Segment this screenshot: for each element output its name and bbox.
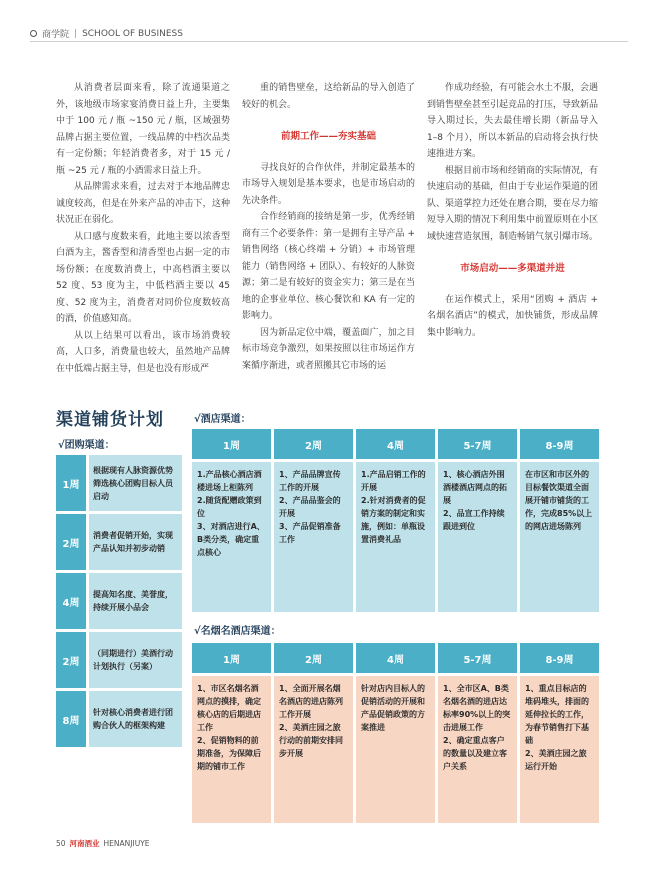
week-header: 2周 — [274, 429, 353, 459]
paragraph: 根据目前市场和经销商的实际情况，有快速启动的基础，但由于专业运作渠道的团队、渠道掌控力还处在磨合期，要在尽力缩短导入期的情况下利用集中前置原则在小区域快速营造氛围，制造畅销气氛引爆市场。 — [427, 165, 599, 242]
week-header: 4周 — [356, 643, 435, 673]
table-row — [56, 632, 182, 688]
hotel-channel-title: √酒店渠道： — [194, 414, 251, 425]
magazine-name-en: HENANJIUYE — [103, 839, 150, 848]
week-header: 1周 — [192, 429, 271, 459]
article-column-3 — [427, 80, 598, 341]
table-row — [192, 676, 599, 823]
row-description: 针对核心消费者进行团购合伙人的框架构建 — [89, 691, 182, 747]
paragraph: 从以上结果可以看出，该市场消费较高，人口多，消费量也较大，虽然地产品牌在中低端占据主导，但是也没有形成严 — [56, 330, 230, 374]
table-header-row — [192, 643, 599, 673]
group-channel-title: √团购渠道： — [58, 440, 115, 451]
plan-title: 渠道铺货计划 — [56, 410, 164, 430]
table-cell: 1.产品核心酒店酒楼进场上柜陈列 2.随货配赠政策到位 3、对酒店进行A、B类分类，确定重点核心 — [192, 462, 271, 612]
paragraph: 重的销售壁垒，这给新品的导入创造了较好的机会。 — [242, 83, 415, 110]
table-cell: 1、市区名烟名酒网点的摸排，确定核心店的后期进店工作 2、促销物料的前期准备，为保障后期的铺市工作 — [192, 676, 271, 823]
section-heading: 前期工作——夯实基础 — [280, 131, 376, 142]
paragraph: 作成功经验，有可能会水土不服，会遇到销售壁垒甚至引起竞品的打压，导致新品导入期过长，失去最佳增长期（新品导入 1–8 个月），所以本新品的启动将会执行快速推进方案。 — [427, 83, 599, 159]
article-column-2 — [242, 80, 415, 374]
week-header: 1周 — [192, 643, 271, 673]
table-header-row — [192, 429, 599, 459]
table-cell: 1、全市区A、B类名烟名酒的进店达标率90%以上的突击进展工作 2、确定重点客户的数量以及建立客户关系 — [438, 676, 517, 823]
table-cell: 1、重点目标店的堆码堆头，排面的延伸拉长的工作，为春节销售打下基础 2、美酒庄园之旅运行开始 — [520, 676, 599, 823]
table-cell: 针对店内目标人的促销活动的开展和产品促销政策的方案推进 — [356, 676, 435, 823]
table-cell: 1.产品启销工作的开展 2.针对消费者的促销方案的制定和实施，例如：单瓶设置消费礼品 — [356, 462, 435, 612]
paragraph: 在运作模式上，采用“团购 + 酒店 + 名烟名酒店”的模式，加快铺货，形成品牌集中影响力。 — [427, 294, 598, 338]
table-cell: 在市区和市区外的目标餐饮渠道全面展开铺市铺货的工作，完成85%以上的网店进场陈列 — [520, 462, 599, 612]
paragraph: 从品牌需求来看，过去对于本地品牌忠诚度较高，但是在外来产品的冲击下，这种状况正在弱化。 — [56, 182, 230, 225]
circle-icon — [30, 30, 37, 37]
table-row — [192, 462, 599, 612]
row-description: （同期进行）美酒行动计划执行（另案） — [89, 632, 182, 688]
row-description: 根据现有人脉资源优势筛选核心团购目标人员启动 — [89, 455, 182, 511]
article-column-1 — [56, 80, 230, 377]
famous-channel-title: √名烟名酒店渠道： — [194, 626, 281, 637]
week-header: 5-7周 — [438, 643, 517, 673]
week-label: 2周 — [56, 514, 86, 570]
week-label: 4周 — [56, 573, 86, 629]
week-label: 2周 — [56, 632, 86, 688]
paragraph: 从口感与度数来看，此地主要以浓香型白酒为主，酱香型和清香型也占据一定的市场份额；在度数消费上，中高档酒主要以 52 度、53 度为主，中低档酒主要以 45 度、52 度为主，消费者对同价位度数较高的酒，价值感知高。 — [56, 231, 230, 324]
week-header: 2周 — [274, 643, 353, 673]
famous-channel-table — [192, 643, 599, 823]
table-cell: 1、全面开展名烟名酒店的进店陈列工作开展 2、美酒庄园之旅行动的前期安排同步开展 — [274, 676, 353, 823]
week-header: 4周 — [356, 429, 435, 459]
table-row — [56, 573, 182, 629]
week-label: 8周 — [56, 691, 86, 747]
hotel-channel-table — [192, 429, 599, 612]
page-footer — [56, 838, 150, 849]
magazine-name: 河南酒业 — [69, 839, 100, 848]
section-name-en: SCHOOL OF BUSINESS — [82, 28, 183, 39]
paragraph: 寻找良好的合作伙伴，并制定最基本的市场导入规划是基本要求，也是市场启动的先决条件。 — [242, 162, 415, 206]
section-heading: 市场启动——多渠道并进 — [460, 263, 565, 274]
group-channel-table — [56, 455, 182, 750]
table-row — [56, 455, 182, 511]
header-separator: | — [74, 28, 78, 39]
paragraph: 因为新品定位中端，覆盖面广，加之目标市场竞争激烈，如果按照以往市场运作方案循序渐进，或者照搬其它市场的运 — [242, 327, 415, 371]
table-cell: 1、产品品牌宣传工作的开展 2、产品品鉴会的开展 3、产品促销准备工作 — [274, 462, 353, 612]
row-description: 提高知名度、美誉度，持续开展小品会 — [89, 573, 182, 629]
paragraph: 合作经销商的接纳是第一步，优秀经销商有三个必要条件：第一是拥有主导产品 + 销售网络（核心终端 + 分销）+ 市场管理能力（销售网络 + 团队）、有较好的人脉资源；第二是有较好的资金实力；第三是在当地的企事业单位、核心餐饮和 KA 有一定的影响力。 — [242, 212, 415, 321]
week-header: 5-7周 — [438, 429, 517, 459]
paragraph: 从消费者层面来看，除了流通渠道之外，该地级市场家宴消费日益上升，主要集中于 100 元 / 瓶 ~150 元 / 瓶，区域强势品牌占据主要位置，一线品牌的中档次品类有一定份额；年轻消费者多，对于 15 元 / 瓶 ~25 元 / 瓶的小酒需求日益上升。 — [56, 83, 230, 176]
page-number: 50 — [56, 839, 66, 848]
table-row — [56, 691, 182, 747]
table-row — [56, 514, 182, 570]
week-header: 8-9周 — [520, 429, 599, 459]
week-header: 8-9周 — [520, 643, 599, 673]
row-description: 消费者促销开始，实现产品认知并初步动销 — [89, 514, 182, 570]
week-label: 1周 — [56, 455, 86, 511]
page-header — [30, 26, 628, 42]
section-name: 商学院 — [42, 30, 70, 40]
table-cell: 1、核心酒店外围酒楼酒店网点的拓展 2、品宣工作持续跟进到位 — [438, 462, 517, 612]
